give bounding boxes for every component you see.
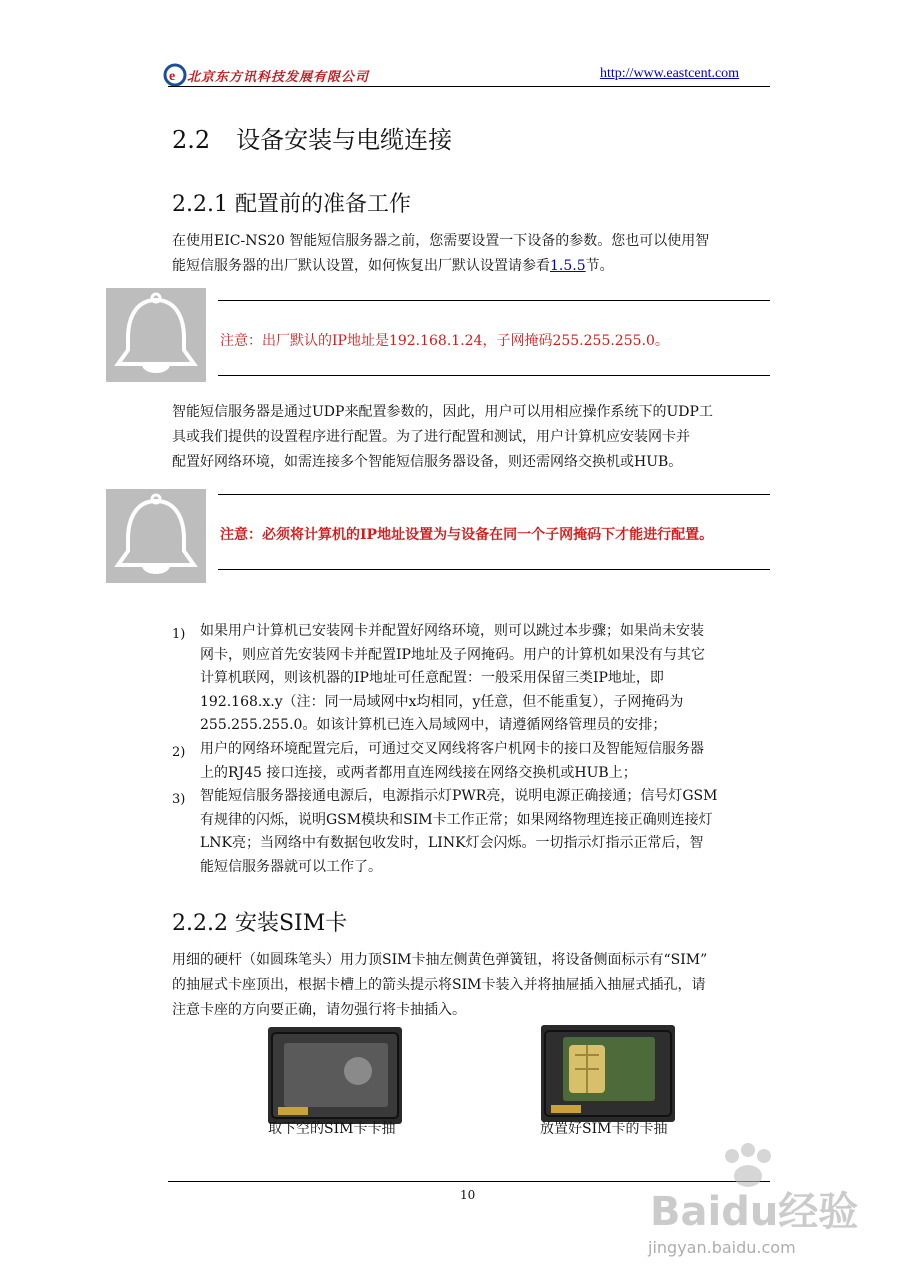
page-number: 10 — [460, 1188, 476, 1202]
list-item-number: 3) — [172, 792, 186, 807]
section-heading — [172, 120, 452, 155]
list-line: LNK亮；当网络中有数据包收发时，LINK灯会闪烁。一切指示灯指示正常后，智 — [200, 835, 704, 851]
subsection-heading-222 — [172, 906, 347, 937]
list-line: 能短信服务器就可以工作了。 — [200, 858, 382, 875]
watermark-brand: Baidu经验 — [650, 1189, 859, 1235]
list-item-3 — [200, 785, 770, 879]
paragraph-udp-config — [172, 400, 772, 475]
caption-loaded-tray: 放置好SIM卡的卡抽 — [540, 1121, 668, 1137]
paragraph-sim-install — [172, 948, 772, 1023]
list-line: 192.168.x.y（注：同一局域网中x均相同，y任意，但不能重复），子网掩码为 — [200, 693, 684, 710]
header-company-name: 北京东方讯科技发展有限公司 — [187, 70, 370, 85]
paragraph-line: 智能短信服务器是通过UDP来配置参数的，因此，用户可以用相应操作系统下的UDP工 — [172, 404, 713, 420]
note-top-rule — [218, 494, 770, 495]
svg-text:e: e — [169, 69, 176, 84]
note-bottom-rule — [218, 375, 770, 376]
note-bottom-rule — [218, 569, 770, 570]
list-item-1 — [200, 620, 770, 738]
list-line: 有规律的闪烁，说明GSM模块和SIM卡工作正常；如果网络物理连接正确则连接灯 — [200, 811, 713, 828]
watermark-url: jingyan.baidu.com — [648, 1238, 796, 1257]
subsection-number: 2.2.1 — [172, 192, 228, 217]
list-item-2 — [200, 738, 770, 785]
paragraph-line: 的抽屉式卡座顶出，根据卡槽上的箭头提示将SIM卡装入并将抽屉插入抽屉式插孔，请 — [172, 977, 706, 993]
header-divider — [168, 86, 770, 87]
list-item-number: 2) — [172, 745, 186, 760]
paragraph-text: 能短信服务器的出厂默认设置，如何恢复出厂默认设置请参看 — [172, 258, 550, 274]
caption-empty-tray: 取下空的SIM卡卡抽 — [268, 1121, 396, 1137]
header-url-link[interactable]: http://www.eastcent.com — [600, 66, 740, 81]
paragraph-line: 注意卡座的方向要正确，请勿强行将卡抽插入。 — [172, 1002, 466, 1018]
section-reference-link[interactable]: 1.5.5 — [550, 258, 586, 274]
subsection-number: 2.2.2 — [172, 911, 228, 936]
empty-sim-tray-photo — [268, 1027, 402, 1124]
paragraph-line: 配置好网络环境，如需连接多个智能短信服务器设备，则还需网络交换机或HUB。 — [172, 454, 683, 470]
note-factory-default: 注意：出厂默认的IP地址是192.168.1.24，子网掩码255.255.255.0。 — [220, 333, 669, 349]
paragraph-line: 用细的硬杆（如圆珠笔头）用力顶SIM卡抽左侧黄色弹簧钮，将设备侧面标示有“SIM” — [172, 952, 708, 968]
list-line: 智能短信服务器接通电源后，电源指示灯PWR亮，说明电源正确接通；信号灯GSM — [200, 788, 718, 804]
section-number: 2.2 — [172, 126, 211, 154]
list-line: 如果用户计算机已安装网卡并配置好网络环境，则可以跳过本步骤；如果尚未安装 — [200, 623, 704, 639]
note-top-rule — [218, 300, 770, 301]
paragraph-line — [172, 254, 772, 279]
subsection-heading-221 — [172, 187, 411, 218]
section-title: 设备安装与电缆连接 — [236, 126, 453, 154]
paragraph-intro — [172, 229, 772, 279]
list-line: 计算机联网，则该机器的IP地址可任意配置：一般采用保留三类IP地址，即 — [200, 670, 664, 686]
list-line: 网卡，则应首先安装网卡并配置IP地址及子网掩码。用户的计算机如果没有与其它 — [200, 646, 705, 663]
list-line: 上的RJ45 接口连接，或两者都用直连网线接在网络交换机或HUB上； — [200, 764, 637, 781]
list-item-number: 1) — [172, 627, 186, 642]
note-bell-icon — [106, 288, 206, 382]
note-subnet-requirement: 注意：必须将计算机的IP地址设置为与设备在同一个子网掩码下才能进行配置。 — [220, 527, 714, 543]
paragraph-text: 节。 — [585, 258, 614, 274]
company-logo-icon — [163, 63, 187, 87]
subsection-title: 安装SIM卡 — [234, 911, 348, 936]
paragraph-line: 具或我们提供的设置程序进行配置。为了进行配置和测试，用户计算机应安装网卡并 — [172, 429, 690, 445]
sim-card-in-tray-photo — [541, 1025, 675, 1122]
list-line: 用户的网络环境配置完后，可通过交叉网线将客户机网卡的接口及智能短信服务器 — [200, 741, 704, 757]
subsection-title: 配置前的准备工作 — [234, 192, 411, 217]
note-bell-icon — [106, 489, 206, 583]
list-line: 255.255.255.0。如该计算机已连入局域网中，请遵循网络管理员的安排； — [200, 717, 667, 733]
paragraph-line: 在使用EIC-NS20 智能短信服务器之前，您需要设置一下设备的参数。您也可以使用智 — [172, 233, 710, 249]
